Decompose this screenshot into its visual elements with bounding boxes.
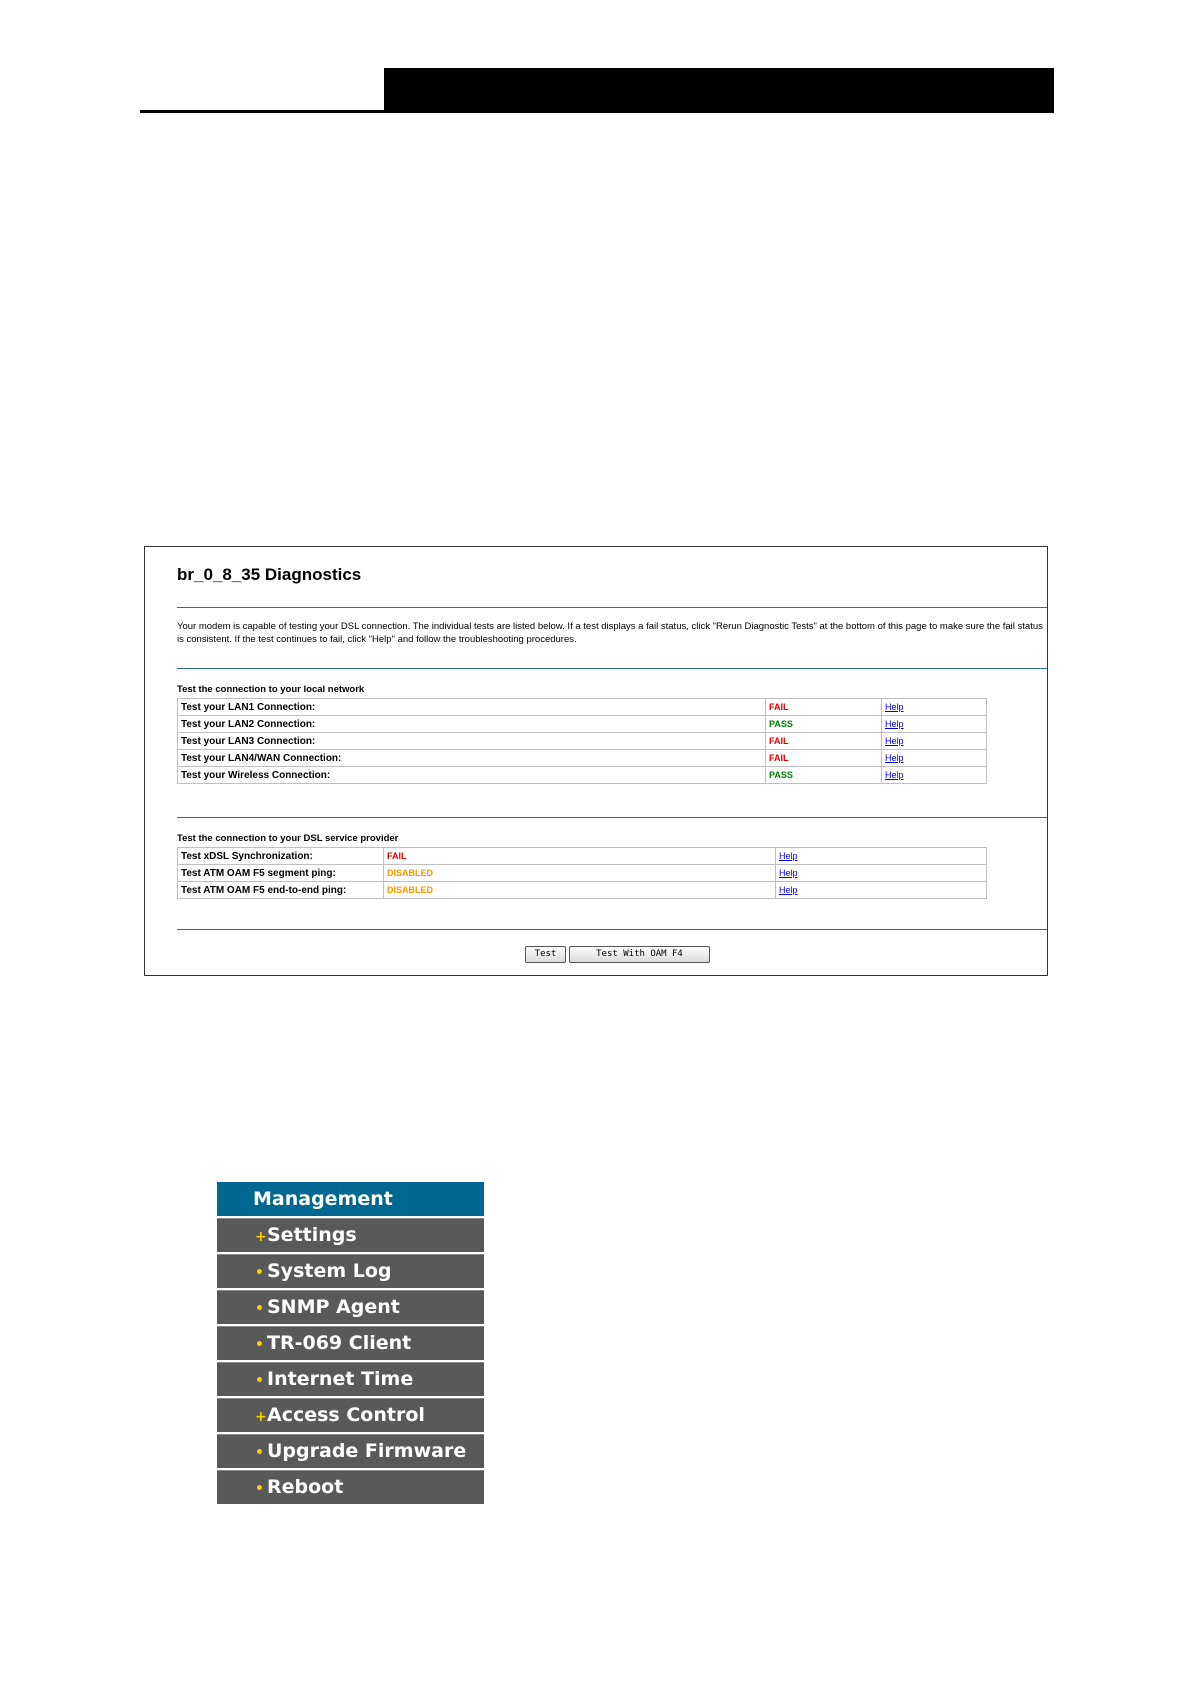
table-row — [178, 848, 987, 865]
menu-item-label: TR-069 Client — [267, 1332, 412, 1354]
status-badge: FAIL — [769, 735, 789, 746]
help-link[interactable]: Help — [779, 884, 798, 895]
management-menu — [217, 1182, 484, 1504]
menu-item-reboot[interactable] — [217, 1470, 484, 1504]
header-rule — [140, 110, 1054, 113]
help-link[interactable]: Help — [885, 735, 904, 746]
local-tests-table — [177, 698, 987, 784]
test-label: Test ATM OAM F5 segment ping: — [178, 865, 384, 882]
status-badge: DISABLED — [387, 867, 434, 878]
status-badge: DISABLED — [387, 884, 434, 895]
status-badge: PASS — [769, 769, 793, 780]
help-link[interactable]: Help — [885, 718, 904, 729]
menu-item-label: System Log — [267, 1260, 392, 1282]
dsl-tests-table — [177, 847, 987, 899]
menu-item-label: Access Control — [267, 1404, 425, 1426]
table-row — [178, 882, 987, 899]
menu-item-label: Reboot — [267, 1476, 344, 1498]
menu-item-label: SNMP Agent — [267, 1296, 400, 1318]
divider — [177, 607, 1047, 608]
test-with-oam-f4-button[interactable]: Test With OAM F4 — [569, 946, 710, 963]
page-title: br_0_8_35 Diagnostics — [177, 565, 362, 584]
menu-item-label: Internet Time — [267, 1368, 414, 1390]
bullet-icon: • — [255, 1481, 264, 1497]
menu-item-upgrade-firmware[interactable] — [217, 1434, 484, 1468]
table-row — [178, 767, 987, 784]
test-label: Test your LAN4/WAN Connection: — [178, 750, 766, 767]
help-link[interactable]: Help — [779, 867, 798, 878]
plus-icon: + — [255, 1229, 267, 1245]
help-link[interactable]: Help — [885, 752, 904, 763]
test-label: Test your Wireless Connection: — [178, 767, 766, 784]
menu-item-internet-time[interactable] — [217, 1362, 484, 1396]
table-row — [178, 716, 987, 733]
bullet-icon: • — [255, 1373, 264, 1389]
help-link[interactable]: Help — [779, 850, 798, 861]
status-badge: FAIL — [769, 701, 789, 712]
test-label: Test your LAN3 Connection: — [178, 733, 766, 750]
plus-icon: + — [255, 1409, 267, 1425]
help-link[interactable]: Help — [885, 701, 904, 712]
menu-item-snmp-agent[interactable] — [217, 1290, 484, 1324]
description-text: Your modem is capable of testing your DSL connection. The individual tests are listed below. If a test displays a fail status, click "Rerun Diagnostic Tests" at the bottom of this page to make sure the fail status is consistent. If the test continues to fail, click "Help" and follow the troubleshooting procedures. — [177, 621, 1043, 645]
table-row — [178, 733, 987, 750]
diagnostics-screenshot — [144, 546, 1048, 976]
divider — [177, 817, 1047, 818]
table-row — [178, 699, 987, 716]
test-button[interactable]: Test — [525, 946, 566, 963]
menu-item-system-log[interactable] — [217, 1254, 484, 1288]
test-label: Test xDSL Synchronization: — [178, 848, 384, 865]
menu-item-settings[interactable] — [217, 1218, 484, 1252]
bullet-icon: • — [255, 1337, 264, 1353]
menu-item-label: Settings — [267, 1224, 357, 1246]
status-badge: FAIL — [769, 752, 789, 763]
test-label: Test your LAN1 Connection: — [178, 699, 766, 716]
divider — [177, 929, 1047, 930]
bullet-icon: • — [255, 1265, 264, 1281]
bullet-icon: • — [255, 1445, 264, 1461]
menu-item-access-control[interactable] — [217, 1398, 484, 1432]
test-label: Test ATM OAM F5 end-to-end ping: — [178, 882, 384, 899]
help-link[interactable]: Help — [885, 769, 904, 780]
header-bar — [384, 68, 1054, 110]
status-badge: PASS — [769, 718, 793, 729]
menu-header: Management — [217, 1182, 484, 1216]
bullet-icon: • — [255, 1301, 264, 1317]
divider — [177, 668, 1047, 669]
table-row — [178, 865, 987, 882]
test-label: Test your LAN2 Connection: — [178, 716, 766, 733]
menu-item-tr069-client[interactable] — [217, 1326, 484, 1360]
local-section-title: Test the connection to your local network — [177, 684, 365, 695]
menu-item-label: Upgrade Firmware — [267, 1440, 467, 1462]
status-badge: FAIL — [387, 850, 407, 861]
dsl-section-title: Test the connection to your DSL service provider — [177, 833, 399, 844]
table-row — [178, 750, 987, 767]
